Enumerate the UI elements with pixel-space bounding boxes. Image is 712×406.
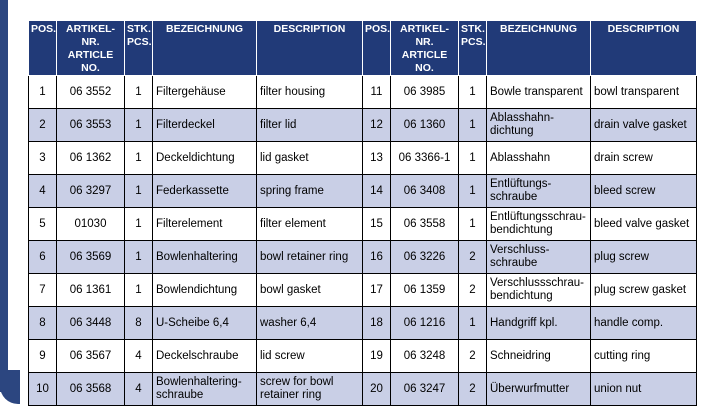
cell-bezeichnung: Deckelschraube xyxy=(153,340,257,373)
cell-bezeichnung: Ablasshahn xyxy=(487,142,591,175)
cell-pos: 11 xyxy=(363,76,391,109)
table-row xyxy=(29,340,697,373)
cell-bezeichnung: Bowle transparent xyxy=(487,76,591,109)
cell-article: 06 3366-1 xyxy=(391,142,459,175)
cell-article: 06 3247 xyxy=(391,373,459,406)
cell-description: drain valve gasket xyxy=(591,109,697,142)
cell-article: 06 1361 xyxy=(57,274,125,307)
header-description: DESCRIPTION xyxy=(257,21,363,76)
cell-qty: 1 xyxy=(125,175,153,208)
cell-pos: 13 xyxy=(363,142,391,175)
cell-description: filter element xyxy=(257,208,363,241)
cell-pos: 20 xyxy=(363,373,391,406)
cell-qty: 1 xyxy=(125,208,153,241)
cell-qty: 1 xyxy=(125,76,153,109)
cell-description: spring frame xyxy=(257,175,363,208)
cell-article: 06 3297 xyxy=(57,175,125,208)
cell-article: 06 1360 xyxy=(391,109,459,142)
frame-left-bar xyxy=(0,0,8,392)
cell-article: 01030 xyxy=(57,208,125,241)
cell-pos: 7 xyxy=(29,274,57,307)
cell-description: bowl retainer ring xyxy=(257,241,363,274)
cell-description: lid gasket xyxy=(257,142,363,175)
cell-description: drain screw xyxy=(591,142,697,175)
cell-pos: 14 xyxy=(363,175,391,208)
cell-pos: 3 xyxy=(29,142,57,175)
header-pos: POS. xyxy=(363,21,391,76)
cell-bezeichnung: Überwurfmutter xyxy=(487,373,591,406)
table-row xyxy=(29,373,697,406)
cell-description: lid screw xyxy=(257,340,363,373)
cell-article: 06 3985 xyxy=(391,76,459,109)
cell-description: filter housing xyxy=(257,76,363,109)
cell-qty: 1 xyxy=(125,109,153,142)
table-row xyxy=(29,175,697,208)
cell-qty: 4 xyxy=(125,340,153,373)
cell-bezeichnung: Entlüftungs-schraube xyxy=(487,175,591,208)
cell-qty: 1 xyxy=(459,76,487,109)
header-description: DESCRIPTION xyxy=(591,21,697,76)
cell-qty: 2 xyxy=(459,241,487,274)
cell-pos: 5 xyxy=(29,208,57,241)
cell-description: handle comp. xyxy=(591,307,697,340)
cell-article: 06 3248 xyxy=(391,340,459,373)
table-row xyxy=(29,274,697,307)
cell-description: bowl transparent xyxy=(591,76,697,109)
cell-bezeichnung: Federkassette xyxy=(153,175,257,208)
cell-article: 06 3568 xyxy=(57,373,125,406)
cell-pos: 4 xyxy=(29,175,57,208)
cell-qty: 1 xyxy=(459,208,487,241)
cell-article: 06 1216 xyxy=(391,307,459,340)
cell-description: bleed valve gasket xyxy=(591,208,697,241)
table-row xyxy=(29,208,697,241)
cell-pos: 10 xyxy=(29,373,57,406)
cell-article: 06 3569 xyxy=(57,241,125,274)
cell-pos: 2 xyxy=(29,109,57,142)
cell-pos: 17 xyxy=(363,274,391,307)
cell-qty: 1 xyxy=(459,109,487,142)
cell-bezeichnung: Verschlussschrau-bendichtung xyxy=(487,274,591,307)
cell-pos: 12 xyxy=(363,109,391,142)
table-row xyxy=(29,241,697,274)
cell-article: 06 3448 xyxy=(57,307,125,340)
cell-bezeichnung: Bowlenhaltering xyxy=(153,241,257,274)
cell-qty: 1 xyxy=(459,175,487,208)
cell-bezeichnung: Deckeldichtung xyxy=(153,142,257,175)
header-article: ARTIKEL-NR. ARTICLE NO. xyxy=(57,21,125,76)
cell-article: 06 3226 xyxy=(391,241,459,274)
cell-bezeichnung: Bowlendichtung xyxy=(153,274,257,307)
cell-pos: 8 xyxy=(29,307,57,340)
cell-pos: 6 xyxy=(29,241,57,274)
cell-description: screw for bowl retainer ring xyxy=(257,373,363,406)
cell-description: filter lid xyxy=(257,109,363,142)
cell-qty: 2 xyxy=(459,274,487,307)
table-header-row xyxy=(29,21,697,76)
cell-qty: 1 xyxy=(459,142,487,175)
cell-qty: 4 xyxy=(125,373,153,406)
cell-article: 06 3553 xyxy=(57,109,125,142)
cell-bezeichnung: U-Scheibe 6,4 xyxy=(153,307,257,340)
header-bezeichnung: BEZEICHNUNG xyxy=(153,21,257,76)
cell-bezeichnung: Filterdeckel xyxy=(153,109,257,142)
cell-article: 06 1359 xyxy=(391,274,459,307)
cell-qty: 1 xyxy=(125,241,153,274)
cell-bezeichnung: Handgriff kpl. xyxy=(487,307,591,340)
header-qty: STK. PCS. xyxy=(459,21,487,76)
header-article: ARTIKEL-NR. ARTICLE NO. xyxy=(391,21,459,76)
cell-qty: 2 xyxy=(459,340,487,373)
cell-pos: 16 xyxy=(363,241,391,274)
cell-description: cutting ring xyxy=(591,340,697,373)
cell-article: 06 3558 xyxy=(391,208,459,241)
table-row xyxy=(29,76,697,109)
cell-bezeichnung: Schneidring xyxy=(487,340,591,373)
cell-pos: 18 xyxy=(363,307,391,340)
cell-description: bowl gasket xyxy=(257,274,363,307)
cell-bezeichnung: Filterelement xyxy=(153,208,257,241)
cell-qty: 1 xyxy=(125,274,153,307)
cell-qty: 1 xyxy=(125,142,153,175)
parts-list-table xyxy=(28,20,697,406)
cell-bezeichnung: Entlüftungsschrau-bendichtung xyxy=(487,208,591,241)
cell-article: 06 3552 xyxy=(57,76,125,109)
cell-description: bleed screw xyxy=(591,175,697,208)
table-row xyxy=(29,142,697,175)
cell-qty: 2 xyxy=(459,373,487,406)
cell-bezeichnung: Ablasshahn-dichtung xyxy=(487,109,591,142)
cell-description: union nut xyxy=(591,373,697,406)
table-row xyxy=(29,109,697,142)
cell-qty: 1 xyxy=(459,307,487,340)
cell-bezeichnung: Filtergehäuse xyxy=(153,76,257,109)
frame-corner xyxy=(0,370,20,404)
cell-article: 06 3567 xyxy=(57,340,125,373)
cell-pos: 19 xyxy=(363,340,391,373)
cell-description: washer 6,4 xyxy=(257,307,363,340)
cell-description: plug screw xyxy=(591,241,697,274)
cell-qty: 8 xyxy=(125,307,153,340)
table-row xyxy=(29,307,697,340)
cell-article: 06 1362 xyxy=(57,142,125,175)
header-pos: POS. xyxy=(29,21,57,76)
header-qty: STK. PCS. xyxy=(125,21,153,76)
cell-pos: 1 xyxy=(29,76,57,109)
cell-article: 06 3408 xyxy=(391,175,459,208)
cell-pos: 15 xyxy=(363,208,391,241)
cell-pos: 9 xyxy=(29,340,57,373)
cell-description: plug screw gasket xyxy=(591,274,697,307)
header-bezeichnung: BEZEICHNUNG xyxy=(487,21,591,76)
cell-bezeichnung: Verschluss-schraube xyxy=(487,241,591,274)
cell-bezeichnung: Bowlenhaltering-schraube xyxy=(153,373,257,406)
